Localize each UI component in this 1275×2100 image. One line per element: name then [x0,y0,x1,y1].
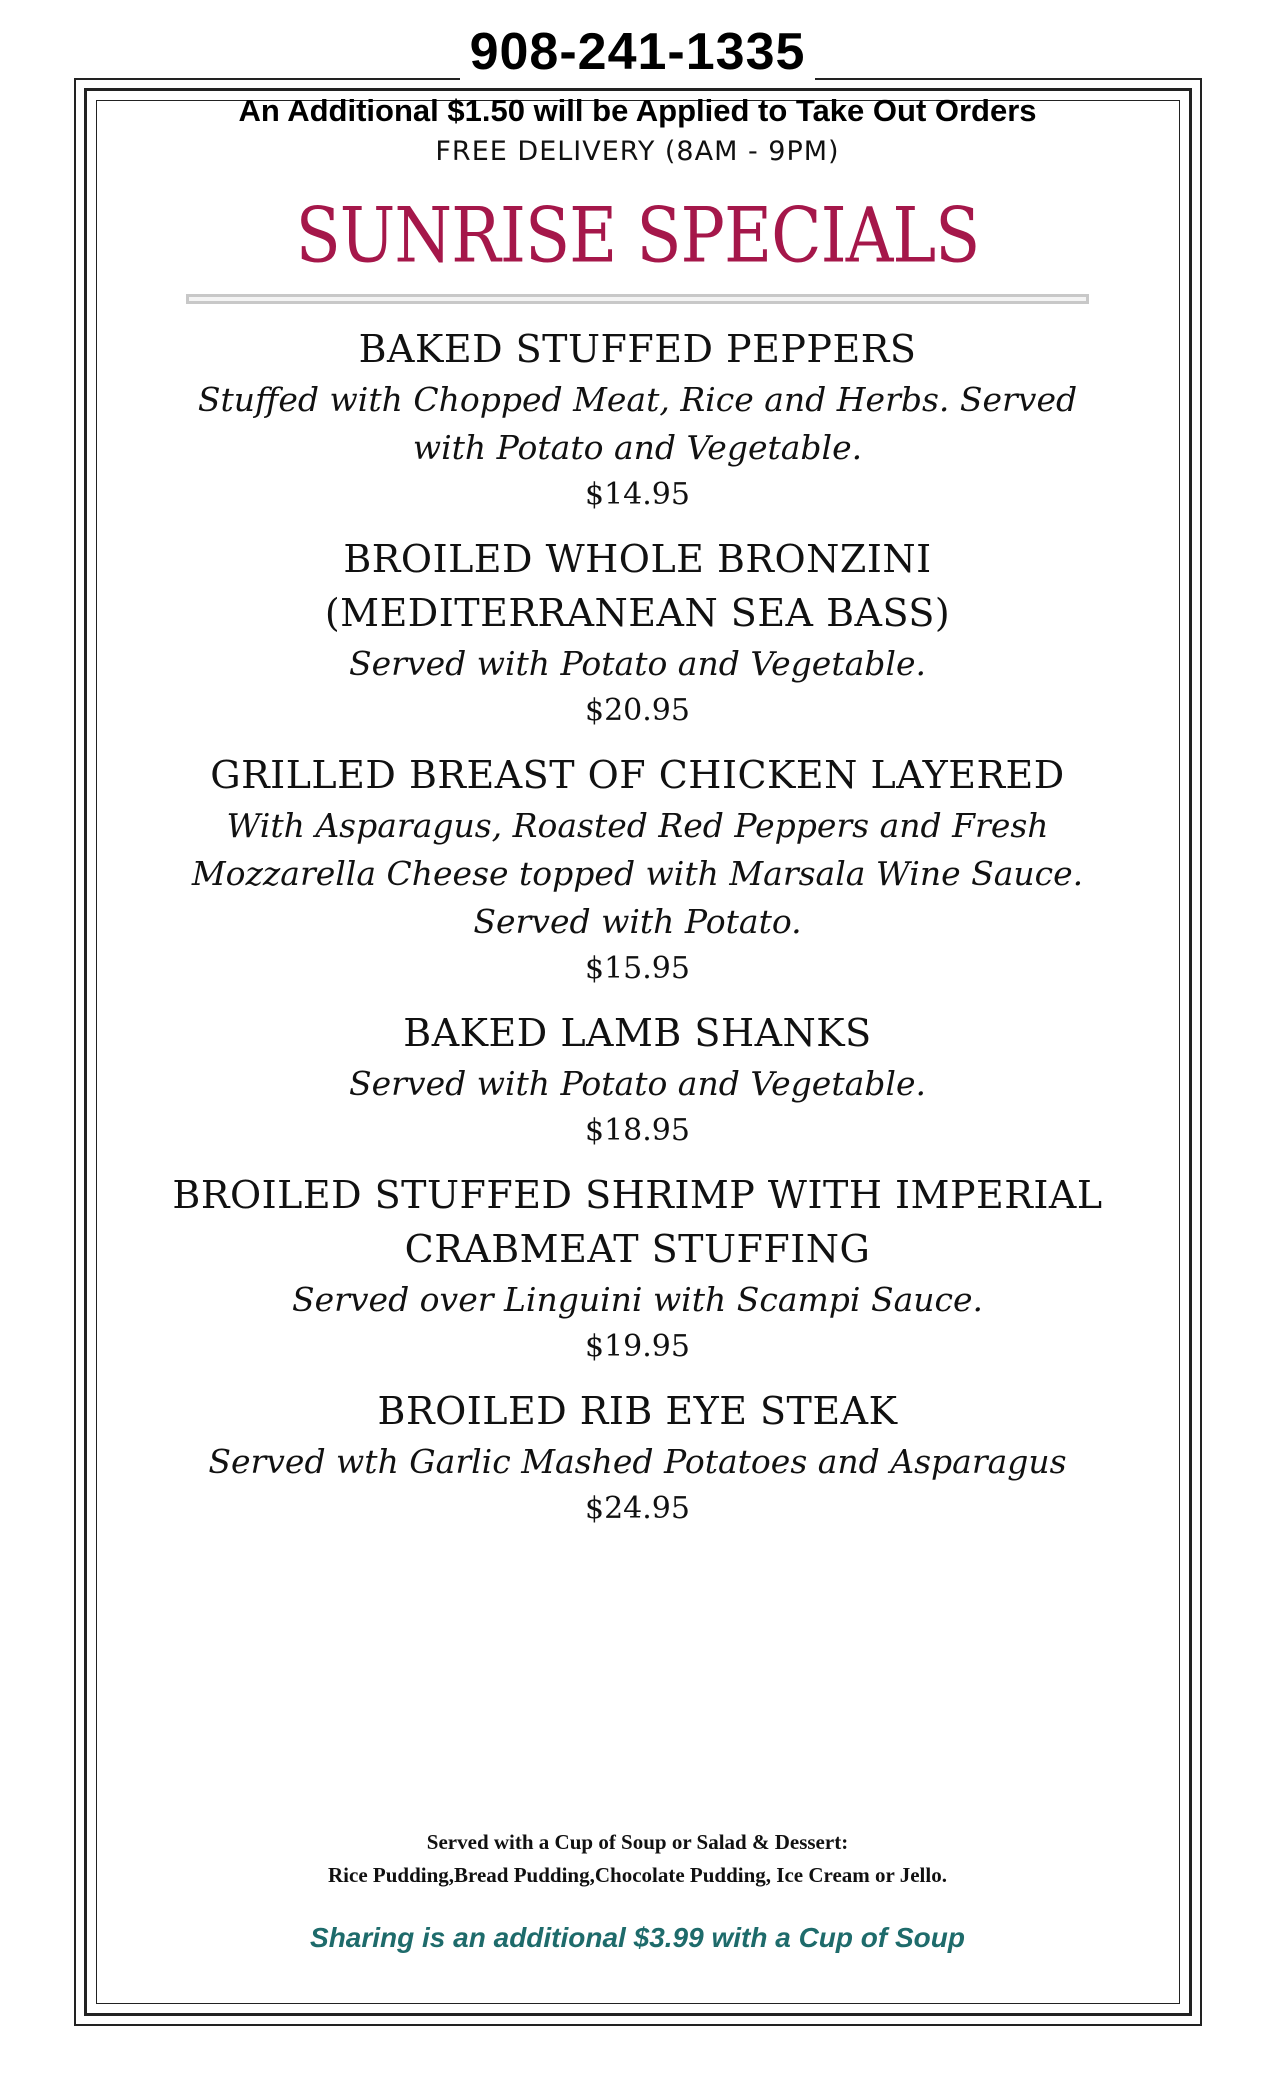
phone-number-text: 908-241-1335 [460,23,816,81]
item-name: BROILED STUFFED SHRIMP WITH IMPERIAL [172,1173,1103,1217]
item-name: BROILED RIB EYE STEAK [377,1389,898,1433]
takeout-notice: An Additional $1.50 will be Applied to Take Out Orders [238,93,1037,128]
menu-items [160,322,1115,1546]
item-name: BROILED WHOLE BRONZINI [343,537,932,581]
item-price: $14.95 [585,477,690,512]
menu-item [160,748,1115,992]
item-description-line: Served wth Garlic Mashed Potatoes and Asparagus [208,1442,1067,1481]
menu-title: SUNRISE SPECIALS [295,191,980,280]
item-description-line: With Asparagus, Roasted Red Peppers and Fresh [226,806,1049,845]
item-description-line: Served with Potato and Vegetable. [349,644,926,683]
item-description-line: Served with Potato and Vegetable. [349,1064,926,1103]
item-name: BAKED STUFFED PEPPERS [358,327,917,371]
item-description-line: with Potato and Vegetable. [412,428,863,467]
menu-item [160,1168,1115,1370]
item-price: $19.95 [585,1329,690,1364]
footer-notes [0,1826,1275,1892]
item-name: GRILLED BREAST OF CHICKEN LAYERED [210,753,1065,797]
item-price: $15.95 [585,951,690,986]
item-name: BAKED LAMB SHANKS [403,1011,872,1055]
item-description-line: Mozzarella Cheese topped with Marsala Wine Sauce. [191,854,1084,893]
footer-line-desserts: Rice Pudding,Bread Pudding,Chocolate Pudding, Ice Cream or Jello. [328,1863,947,1887]
item-price: $24.95 [585,1491,690,1526]
item-name-line2: (MEDITERRANEAN SEA BASS) [324,591,951,635]
delivery-notice: FREE DELIVERY (8AM - 9PM) [435,136,840,167]
title-divider [186,294,1089,304]
item-name-line2: CRABMEAT STUFFING [404,1227,871,1271]
sharing-notice: Sharing is an additional $3.99 with a Cup of Soup [310,1922,965,1953]
menu-item [160,532,1115,734]
menu-item [160,1006,1115,1154]
phone-number [0,22,1275,82]
item-description-line: Served over Linguini with Scampi Sauce. [291,1280,984,1319]
item-description-line: Stuffed with Chopped Meat, Rice and Herbs. Served [197,380,1078,419]
menu-item [160,1384,1115,1532]
footer-line-soup-salad: Served with a Cup of Soup or Salad & Dessert: [426,1830,849,1854]
menu-item [160,322,1115,518]
item-description-line: Served with Potato. [473,902,802,941]
item-price: $20.95 [585,693,690,728]
item-price: $18.95 [585,1113,690,1148]
